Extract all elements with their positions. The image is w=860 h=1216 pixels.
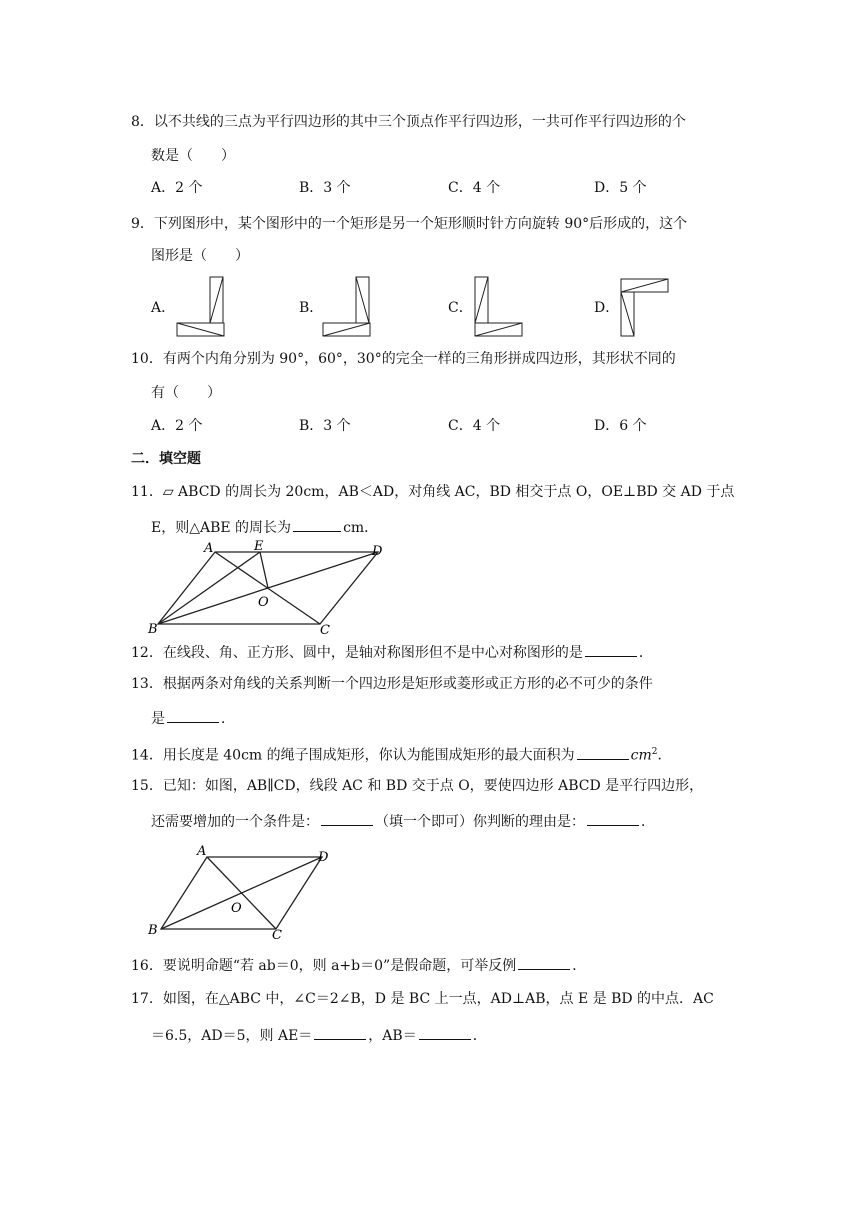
- q17-answer-blank-ae[interactable]: [314, 1025, 366, 1040]
- q15-line1: 15．已知：如图，AB∥CD，线段 AC 和 BD 交于点 O，要使四边形 ABCD 是平行四边形，: [131, 778, 704, 794]
- q9-figure-d: [618, 276, 670, 338]
- q16-line: [131, 955, 586, 976]
- q11-answer-blank[interactable]: [293, 517, 341, 532]
- q11-figure-parallelogram: [146, 540, 391, 636]
- q8-line2: 数是（ ）: [151, 148, 235, 164]
- q11-line2: [151, 517, 378, 538]
- q9-line2: 图形是（ ）: [151, 248, 249, 264]
- q9-option-b: B．: [299, 300, 324, 316]
- q12-end: ．: [638, 645, 653, 661]
- q13-line2-text: 是: [151, 711, 165, 727]
- q9-option-c: C．: [448, 300, 473, 316]
- q12-line: [131, 642, 653, 663]
- q9-option-d: D．: [594, 300, 620, 316]
- q15-end: ．: [641, 814, 655, 830]
- q15-label-o: O: [231, 901, 242, 916]
- q11-label-c: C: [320, 623, 330, 636]
- q13-line1: 13．根据两条对角线的关系判断一个四边形是矩形或菱形或正方形的必不可少的条件: [131, 676, 653, 692]
- q17-end: ．: [472, 1028, 487, 1044]
- q17-answer-blank-ab[interactable]: [419, 1025, 471, 1040]
- q15-label-d: D: [318, 850, 329, 865]
- q15-line2-mid: （填一个即可）你判断的理由是：: [375, 814, 585, 830]
- q14-answer-blank[interactable]: [577, 745, 629, 760]
- q12-answer-blank[interactable]: [585, 642, 637, 657]
- q8-option-a: A．2 个: [151, 180, 203, 196]
- q15-label-c: C: [272, 928, 282, 942]
- q10-option-a: A．2 个: [151, 418, 203, 434]
- q10-option-c: C．4 个: [448, 418, 501, 434]
- q11-label-a: A: [204, 541, 214, 556]
- q17-line2: [151, 1025, 487, 1046]
- q14-text: 14．用长度是 40cm 的绳子围成矩形，你认为能围成矩形的最大面积为: [131, 747, 575, 764]
- q15-figure-parallelogram: [146, 842, 336, 942]
- q17-line2-text: ＝6.5，AD＝5，则 AE＝: [151, 1028, 313, 1044]
- q9-figure-c: [472, 276, 524, 338]
- q11-unit: cm．: [343, 520, 379, 536]
- q16-text: 16．要说明命题“若 ab＝0，则 a+b＝0”是假命题，可举反例: [131, 958, 517, 974]
- q8-option-c: C．4 个: [448, 180, 501, 196]
- q13-line2: [151, 708, 235, 729]
- q14-unit-exponent: 2: [651, 747, 658, 757]
- q15-label-b: B: [148, 923, 158, 938]
- q8-option-b: B．3 个: [299, 180, 351, 196]
- q16-end: ．: [572, 958, 587, 974]
- q15-answer-blank-reason[interactable]: [587, 811, 639, 826]
- q12-text: 12．在线段、角、正方形、圆中，是轴对称图形但不是中心对称图形的是: [131, 645, 583, 661]
- q9-line1: 9．下列图形中，某个图形中的一个矩形是另一个矩形顺时针方向旋转 90°后形成的，这个: [131, 216, 688, 232]
- q8-line1: 8．以不共线的三点为平行四边形的其中三个顶点作平行四边形，一共可作平行四边形的个: [131, 114, 686, 130]
- q15-label-a: A: [197, 844, 207, 859]
- q14-line: [131, 742, 672, 766]
- q14-end: ．: [657, 747, 672, 764]
- q14-unit: cm: [630, 747, 652, 764]
- q11-label-d: D: [372, 544, 383, 559]
- q17-line1: 17．如图，在△ABC 中，∠C＝2∠B，D 是 BC 上一点，AD⊥AB，点 E 是 BD 的中点．AC: [131, 991, 714, 1007]
- q9-figure-a: [175, 276, 227, 338]
- q10-line1: 10．有两个内角分别为 90°，60°，30°的完全一样的三角形拼成四边形，其形状不同的: [131, 351, 676, 367]
- q10-option-b: B．3 个: [299, 418, 351, 434]
- q10-line2: 有（ ）: [151, 385, 221, 401]
- q11-line2-text: E，则△ABE 的周长为: [151, 520, 292, 536]
- q11-label-o: O: [258, 595, 269, 610]
- q10-option-d: D．6 个: [594, 418, 647, 434]
- q15-answer-blank-condition[interactable]: [321, 811, 373, 826]
- q11-label-b: B: [148, 622, 158, 636]
- q15-line2-text: 还需要增加的一个条件是：: [151, 814, 319, 830]
- q11-label-e: E: [254, 540, 264, 554]
- q13-end: ．: [221, 711, 235, 727]
- q13-answer-blank[interactable]: [167, 708, 219, 723]
- section-heading: 二．填空题: [131, 451, 201, 467]
- q16-answer-blank[interactable]: [518, 955, 570, 970]
- q9-figure-b: [322, 276, 374, 338]
- q9-option-a: A．: [151, 300, 176, 316]
- q8-option-d: D．5 个: [594, 180, 647, 196]
- q15-line2: [151, 811, 655, 832]
- q17-line2-mid: ，AB＝: [368, 1028, 417, 1044]
- q11-line1: 11．▱ ABCD 的周长为 20cm，AB＜AD，对角线 AC，BD 相交于点 O，OE⊥BD 交 AD 于点: [131, 484, 735, 500]
